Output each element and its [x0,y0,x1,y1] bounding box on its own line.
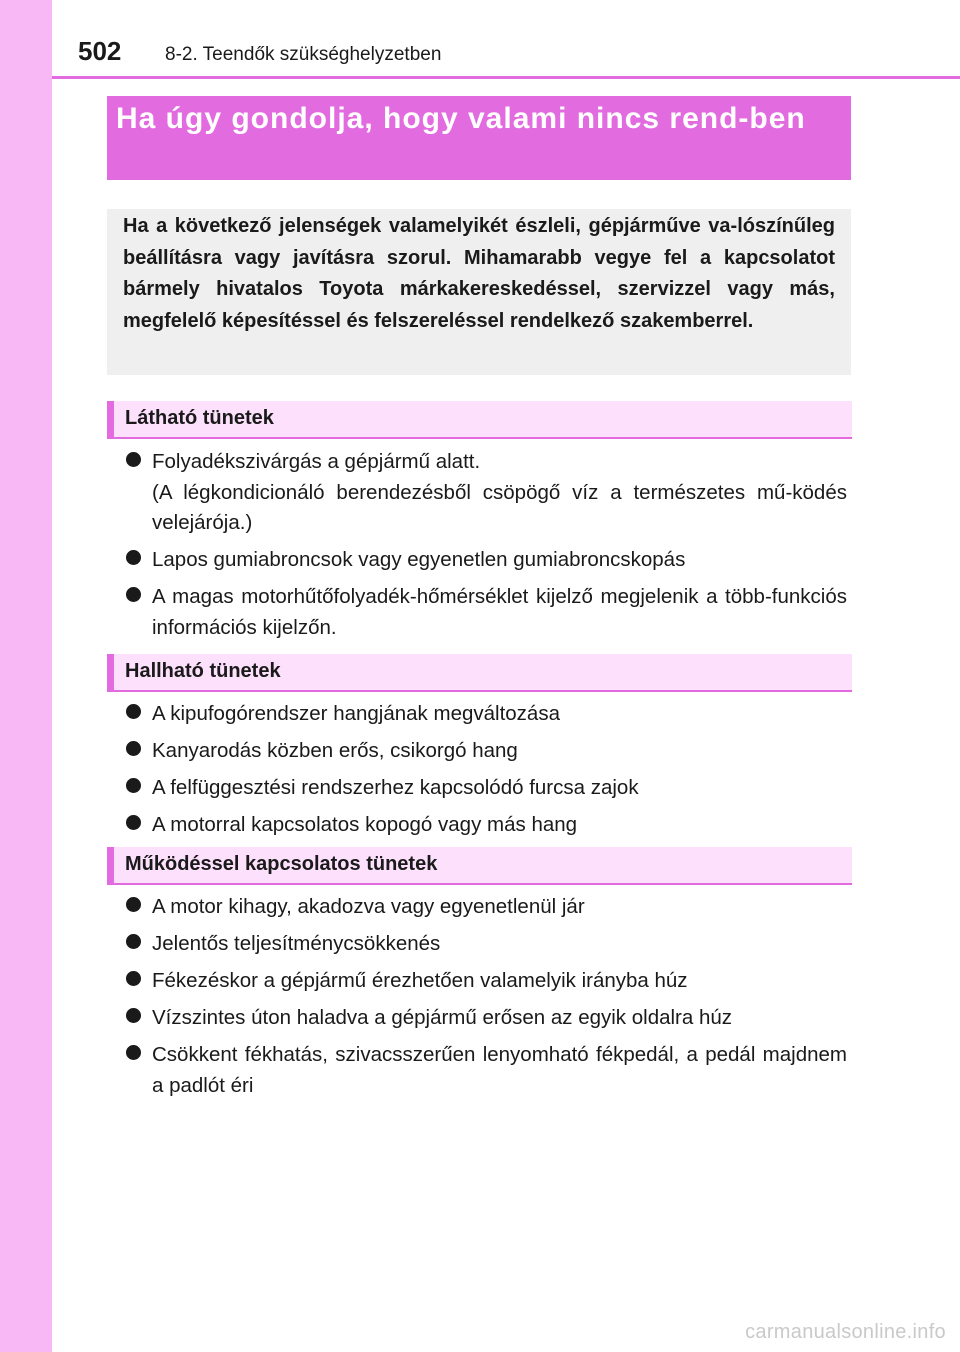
list-item-text: Folyadékszivárgás a gépjármű alatt. [152,450,481,473]
section-heading-audible [107,654,852,692]
list-item-text: A motor kihagy, akadozva vagy egyenetlenül jár [152,895,585,918]
bullet-icon [126,1008,141,1023]
intro-box [107,209,851,375]
side-color-bar [0,0,52,1352]
bullet-icon [126,778,141,793]
section-heading-visible [107,401,852,439]
section-heading-label: Hallható tünetek [125,660,281,682]
audible-symptoms-list [125,699,847,847]
list-item-note: (A légkondicionáló berendezésből csöpögő víz a természetes mű-ködés velejárója.) [152,480,847,534]
section-heading-operational [107,847,852,885]
list-item [125,699,847,730]
bullet-icon [126,1045,141,1060]
list-item-text: Vízszintes úton haladva a gépjármű erősen az egyik oldalra húz [152,1006,733,1029]
list-item-text: A motorral kapcsolatos kopogó vagy más hang [152,813,578,836]
list-item [125,810,847,841]
list-item-text: A kipufogórendszer hangjának megváltozása [152,702,560,725]
list-item-text: A magas motorhűtőfolyadék-hőmérséklet kijelző megjelenik a több-funkciós információs kijelzőn. [152,585,847,639]
header-divider [52,76,960,79]
list-item-text: Fékezéskor a gépjármű érezhetően valamelyik irányba húz [152,969,688,992]
list-item [125,773,847,804]
list-item-text: Jelentős teljesítménycsökkenés [152,932,441,955]
operational-symptoms-list [125,892,847,1108]
page-title: Ha úgy gondolja, hogy valami nincs rend-ben [116,102,806,135]
section-heading-label: Látható tünetek [125,407,274,429]
bullet-icon [126,452,141,467]
watermark: carmanualsonline.info [745,1321,946,1343]
bullet-icon [126,897,141,912]
list-item-text: Lapos gumiabroncsok vagy egyenetlen gumiabroncskopás [152,548,686,571]
list-item [125,892,847,923]
bullet-icon [126,704,141,719]
list-item-text: A felfüggesztési rendszerhez kapcsolódó furcsa zajok [152,776,639,799]
list-item [125,582,847,643]
list-item [125,736,847,767]
bullet-icon [126,971,141,986]
list-item-text: Kanyarodás közben erős, csikorgó hang [152,739,518,762]
bullet-icon [126,587,141,602]
section-heading-label: Működéssel kapcsolatos tünetek [125,853,438,875]
bullet-icon [126,934,141,949]
list-item [125,929,847,960]
bullet-icon [126,741,141,756]
list-item [125,1003,847,1034]
bullet-icon [126,815,141,830]
list-item [125,447,847,539]
list-item [125,966,847,997]
list-item [125,1040,847,1101]
intro-text: Ha a következő jelenségek valamelyikét észleli, gépjárműve va-lószínűleg beállításra vagy javításra szorul. Mihamarabb vegye fel a kapcsolatot bármely hivatalos Toyota márkakereskedéssel, szervizzel vagy más, megfelelő képesítéssel és felszereléssel rendelkező szakemberrel. [123,215,835,332]
section-reference: 8-2. Teendők szükséghelyzetben [165,44,442,65]
list-item-text: Csökkent fékhatás, szivacsszerűen lenyomható fékpedál, a pedál majdnem a padlót éri [152,1043,847,1097]
bullet-icon [126,550,141,565]
title-banner [107,96,851,180]
page-number: 502 [78,36,122,66]
visible-symptoms-list [125,447,847,650]
list-item [125,545,847,576]
